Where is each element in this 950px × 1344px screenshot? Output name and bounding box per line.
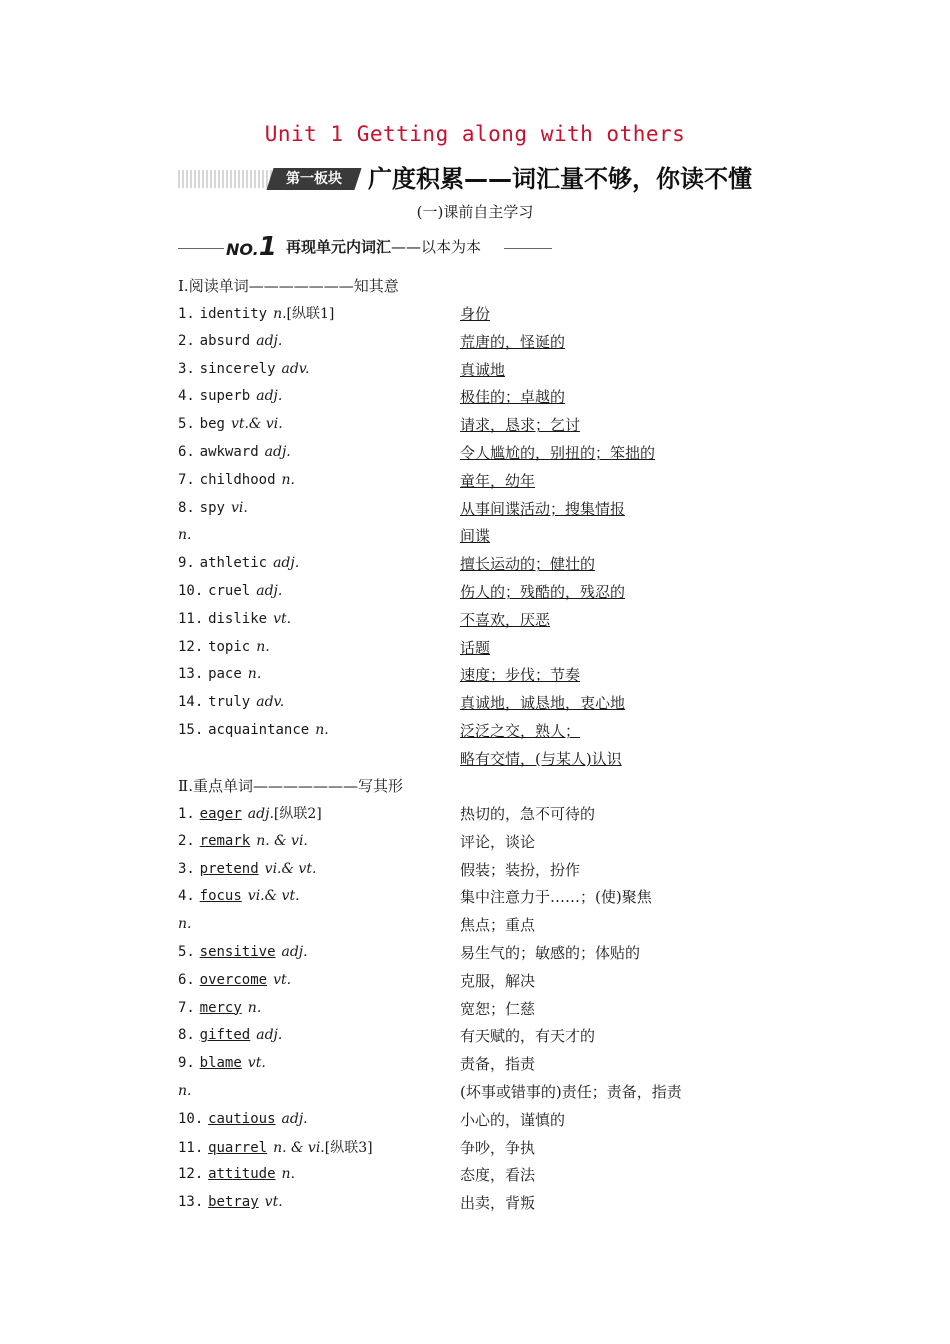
entry-term (178, 692, 284, 710)
entry-number: 11. (178, 1139, 204, 1156)
entry-term (178, 803, 322, 823)
entry-number: 5. (178, 416, 195, 433)
list-item (178, 331, 738, 358)
entry-term (178, 498, 248, 516)
entry-word: cruel (208, 583, 251, 599)
list-item (178, 803, 738, 830)
entry-word: betray (208, 1194, 259, 1211)
entry-number: 5. (178, 944, 195, 960)
entry-pos: adv. (281, 360, 310, 377)
entry-meaning: 真诚地，诚恳地，衷心地 (460, 694, 626, 713)
entry-word: dislike (208, 610, 268, 627)
list-item (178, 1053, 738, 1080)
entry-pos: adj. (256, 583, 283, 599)
entry-pos: n. (273, 306, 287, 322)
entry-meaning: 擅长运动的；健壮的 (460, 555, 596, 574)
entry-meaning: 荒唐的，怪诞的 (460, 332, 566, 351)
list-item (178, 359, 738, 386)
entry-pos: n. (281, 1166, 295, 1183)
entry-number: 1. (178, 306, 195, 322)
entry-pos: adv. (256, 694, 285, 711)
entry-number: 15. (178, 722, 204, 738)
entry-word: absurd (199, 332, 251, 349)
part2-title: Ⅱ.重点单词———————写其形 (178, 777, 403, 795)
entry-pos: n. (315, 722, 329, 738)
entry-word: identity (199, 306, 268, 322)
list-item (178, 998, 738, 1025)
entry-number: 12. (178, 638, 204, 655)
entry-term (178, 1109, 308, 1127)
entry-pos: vi. (230, 499, 248, 516)
entry-number: 4. (178, 388, 195, 405)
entry-number: 8. (178, 499, 195, 516)
entry-word: awkward (199, 444, 259, 460)
part1-title: Ⅰ.阅读单词———————知其意 (178, 277, 399, 295)
list-item (178, 303, 738, 330)
entry-word: beg (199, 416, 225, 433)
entry-number: 9. (178, 555, 195, 572)
list-item (178, 637, 738, 664)
entry-meaning: 易生气的；敏感的；体贴的 (460, 944, 641, 962)
banner-heading: 广度积累——词汇量不够，你读不懂 (368, 165, 752, 193)
entry-term (178, 581, 282, 599)
entry-number: 4. (178, 888, 195, 905)
entry-pos: adj. (281, 1110, 308, 1127)
entry-meaning: (坏事或错事的)责任；责备，指责 (460, 1083, 682, 1101)
entry-number: 6. (178, 971, 195, 988)
list-item (178, 1192, 738, 1219)
entry-word: superb (199, 388, 251, 405)
entry-pos: adj. (273, 555, 300, 572)
entry-meaning: 出卖，背叛 (460, 1194, 536, 1213)
banner-tag: 第一板块 (266, 168, 361, 190)
entry-meaning: 焦点；重点 (460, 916, 536, 935)
entry-pos: vt. (273, 610, 292, 627)
entry-term (178, 414, 283, 432)
entry-term (178, 942, 308, 960)
list-item (178, 748, 738, 775)
entry-meaning: 间谍 (460, 527, 491, 546)
entry-word: sensitive (199, 944, 276, 960)
list-item (178, 609, 738, 636)
entry-pos: n. & vi. (273, 1139, 325, 1156)
list-item (178, 581, 738, 608)
entry-word: sincerely (199, 360, 276, 377)
entry-pos: adj. (256, 1027, 283, 1044)
entry-term (178, 1164, 295, 1182)
entry-meaning: 略有交情，(与某人)认识 (460, 749, 622, 768)
entry-meaning: 集中注意力于……；(使)聚焦 (460, 888, 652, 907)
entry-term (178, 553, 299, 571)
section-caption: 再现单元内词汇——以本为本 (286, 238, 482, 256)
entry-pos: adj. (256, 388, 283, 405)
list-item (178, 553, 738, 580)
entry-word: cautious (208, 1110, 276, 1127)
entry-word: eager (199, 806, 242, 822)
entry-pos: n. (178, 1083, 192, 1099)
entry-term (178, 970, 291, 988)
entry-meaning: 话题 (460, 638, 491, 657)
entry-meaning: 泛泛之交，熟人； (460, 722, 581, 740)
entry-pos: vi.& vt. (247, 888, 300, 905)
entry-pos: adj. (264, 444, 291, 460)
entry-pos: adj. (281, 944, 308, 960)
entry-pos: adj. (247, 806, 274, 822)
list-item (178, 442, 738, 469)
entry-meaning: 令人尴尬的，别扭的；笨拙的 (460, 444, 656, 462)
entry-number: 1. (178, 806, 195, 822)
entry-number: 2. (178, 332, 195, 349)
list-item (178, 692, 738, 719)
list-item (178, 914, 738, 941)
section-number: NO.1 (226, 232, 277, 262)
entry-number: 7. (178, 999, 195, 1016)
entry-term (178, 1025, 282, 1043)
list-item (178, 1025, 738, 1052)
entry-number: 11. (178, 610, 204, 627)
entry-meaning: 评论，谈论 (460, 832, 536, 851)
banner-stripes (178, 170, 278, 188)
list-item (178, 1109, 738, 1136)
entry-meaning: 童年，幼年 (460, 471, 536, 490)
entry-term (178, 637, 270, 655)
entry-pos: vt. (264, 1194, 283, 1211)
entry-meaning: 伤人的；残酷的，残忍的 (460, 583, 626, 601)
entry-term (178, 998, 261, 1016)
list-item (178, 664, 738, 691)
list-item (178, 470, 738, 497)
section-banner (178, 160, 752, 198)
entry-meaning: 身份 (460, 305, 491, 323)
entry-word: acquaintance (208, 722, 310, 738)
list-item (178, 414, 738, 441)
entry-meaning: 假装；装扮，扮作 (460, 860, 581, 879)
list-item (178, 970, 738, 997)
entry-word: remark (199, 832, 251, 849)
entry-term (178, 859, 316, 877)
entry-meaning: 速度；步伐；节奏 (460, 666, 581, 685)
entry-term (178, 886, 300, 904)
entry-pos: vi.& vt. (264, 860, 317, 877)
entry-meaning: 态度，看法 (460, 1166, 536, 1185)
entry-term (178, 470, 295, 488)
entry-pos: n. (178, 527, 192, 544)
entry-word: attitude (208, 1166, 276, 1183)
entry-term (178, 331, 282, 349)
entry-word: gifted (199, 1027, 251, 1044)
entry-term (178, 303, 334, 323)
entry-meaning: 不喜欢，厌恶 (460, 610, 551, 629)
entry-term (178, 664, 261, 682)
entry-term (178, 1053, 266, 1071)
entry-meaning: 热切的，急不可待的 (460, 805, 596, 823)
entry-meaning: 真诚地 (460, 360, 506, 379)
entry-note: [纵联1] (286, 306, 335, 322)
entry-term (178, 914, 191, 932)
entry-term (178, 1192, 283, 1210)
entry-word: focus (199, 888, 242, 905)
entry-pos: vt. (247, 1055, 266, 1072)
entry-term (178, 525, 191, 543)
entry-number: 12. (178, 1166, 204, 1183)
divider-right (504, 248, 552, 249)
entry-term (178, 442, 291, 460)
entry-word: athletic (199, 555, 268, 572)
entry-word: spy (199, 499, 225, 516)
entry-number: 9. (178, 1055, 195, 1072)
entry-pos: n. (247, 666, 262, 683)
entry-number: 13. (178, 666, 204, 683)
entry-meaning: 责备，指责 (460, 1055, 536, 1074)
entry-number: 7. (178, 471, 195, 488)
entry-word: blame (199, 1055, 242, 1072)
entry-pos: n. (247, 999, 262, 1016)
list-item (178, 831, 738, 858)
entry-meaning: 克服，解决 (460, 971, 536, 990)
entry-term (178, 1081, 191, 1099)
entry-pos: adj. (256, 332, 283, 349)
subtitle: (一)课前自主学习 (416, 203, 534, 221)
entry-term (178, 609, 291, 627)
entry-term (178, 359, 310, 377)
entry-word: pace (208, 666, 242, 683)
entry-number: 10. (178, 583, 204, 599)
entry-meaning: 小心的，谨慎的 (460, 1110, 566, 1129)
unit-title: Unit 1 Getting along with others (264, 122, 686, 146)
entry-meaning: 从事间谍活动；搜集情报 (460, 499, 626, 518)
entry-word: quarrel (208, 1139, 268, 1156)
entry-meaning: 宽恕；仁慈 (460, 999, 536, 1018)
section-header (178, 232, 558, 262)
entry-word: topic (208, 638, 251, 655)
entry-word: mercy (199, 999, 242, 1016)
entry-term (178, 1137, 373, 1157)
entry-pos: vt. (273, 971, 292, 988)
entry-pos: n. (256, 638, 270, 655)
entry-term (178, 831, 308, 849)
entry-meaning: 请求，恳求；乞讨 (460, 416, 581, 435)
entry-number: 14. (178, 694, 204, 711)
entry-number: 3. (178, 360, 195, 377)
entry-number: 8. (178, 1027, 195, 1044)
list-item (178, 859, 738, 886)
entry-term (178, 720, 329, 738)
entry-word: overcome (199, 971, 268, 988)
entry-word: truly (208, 694, 251, 711)
entry-note: [纵联3] (324, 1139, 373, 1156)
entry-pos: n. (281, 471, 295, 488)
list-item (178, 525, 738, 552)
entry-note: [纵联2] (273, 806, 322, 822)
list-item (178, 886, 738, 913)
list-item (178, 1081, 738, 1108)
entry-meaning: 争吵，争执 (460, 1138, 536, 1157)
entry-number: 6. (178, 444, 195, 460)
divider-left (178, 248, 224, 249)
list-item (178, 386, 738, 413)
entry-pos: n. & vi. (256, 832, 308, 849)
entry-number: 10. (178, 1110, 204, 1127)
entry-meaning: 极佳的；卓越的 (460, 388, 566, 407)
entry-meaning: 有天赋的，有天才的 (460, 1027, 596, 1046)
entry-pos: vt.& vi. (230, 416, 283, 433)
list-item (178, 942, 738, 969)
list-item (178, 498, 738, 525)
entry-pos: n. (178, 916, 192, 933)
entry-number: 2. (178, 832, 195, 849)
entry-word: pretend (199, 860, 259, 877)
list-item (178, 1137, 738, 1164)
entry-number: 13. (178, 1194, 204, 1211)
list-item (178, 720, 738, 747)
list-item (178, 1164, 738, 1191)
entry-number: 3. (178, 860, 195, 877)
entry-word: childhood (199, 471, 276, 488)
entry-term (178, 386, 282, 404)
